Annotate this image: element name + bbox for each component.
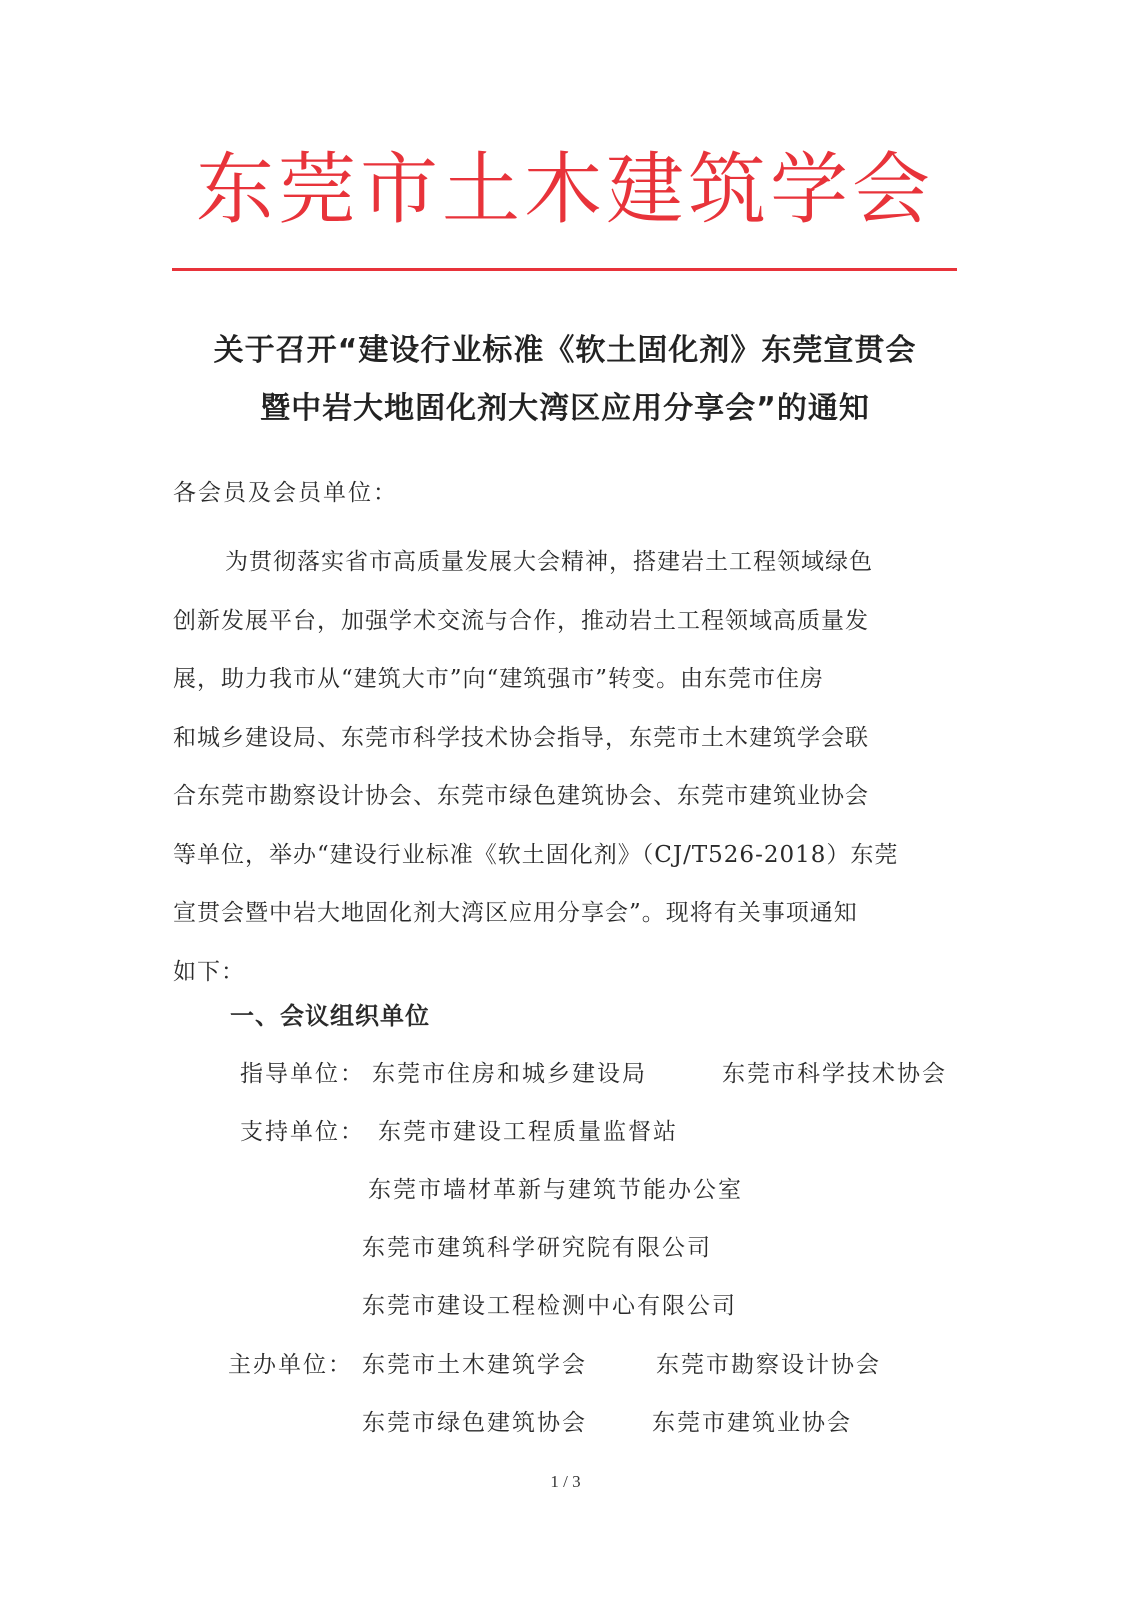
salutation: 各会员及会员单位： bbox=[173, 480, 398, 506]
document-title-line-2: 暨中岩大地固化剂大湾区应用分享会”的通知 bbox=[260, 391, 870, 426]
guidance-label: 指导单位： bbox=[240, 1061, 365, 1087]
body-line: 和城乡建设局、东莞市科学技术协会指导，东莞市土木建筑学会联 bbox=[173, 724, 869, 751]
host-org: 东莞市勘察设计协会 bbox=[656, 1352, 881, 1378]
support-org: 东莞市建设工程检测中心有限公司 bbox=[362, 1293, 737, 1319]
guidance-org: 东莞市科学技术协会 bbox=[722, 1061, 947, 1087]
support-org: 东莞市建筑科学研究院有限公司 bbox=[362, 1235, 712, 1261]
page-number: 1 / 3 bbox=[550, 1472, 581, 1491]
host-org: 东莞市绿色建筑协会 bbox=[362, 1410, 587, 1436]
support-org: 东莞市建设工程质量监督站 bbox=[378, 1119, 678, 1145]
section-heading-organizers: 一、会议组织单位 bbox=[230, 1002, 430, 1030]
body-line: 创新发展平台，加强学术交流与合作，推动岩土工程领域高质量发 bbox=[173, 607, 869, 634]
masthead-red-rule bbox=[172, 268, 957, 271]
masthead-title: 东莞市土木建筑学会 bbox=[195, 145, 934, 235]
document-title bbox=[170, 322, 960, 438]
host-label: 主办单位： bbox=[228, 1352, 353, 1378]
host-org: 东莞市建筑业协会 bbox=[652, 1410, 852, 1436]
body-line: 如下： bbox=[173, 958, 245, 985]
host-org: 东莞市土木建筑学会 bbox=[362, 1352, 587, 1378]
support-label: 支持单位： bbox=[240, 1119, 365, 1145]
support-org: 东莞市墙材革新与建筑节能办公室 bbox=[368, 1177, 743, 1203]
body-line: 为贯彻落实省市高质量发展大会精神，搭建岩土工程领域绿色 bbox=[225, 549, 873, 575]
body-line: 合东莞市勘察设计协会、东莞市绿色建筑协会、东莞市建筑业协会 bbox=[173, 783, 869, 809]
document-title-line-1: 关于召开“建设行业标准《软土固化剂》东莞宣贯会 bbox=[213, 333, 917, 368]
body-line: 展，助力我市从“建筑大市”向“建筑强市”转变。由东莞市住房 bbox=[173, 666, 825, 692]
body-line: 等单位，举办“建设行业标准《软土固化剂》（CJ/T526-2018）东莞 bbox=[173, 841, 899, 868]
body-paragraph bbox=[173, 533, 973, 1001]
body-line: 宣贯会暨中岩大地固化剂大湾区应用分享会”。现将有关事项通知 bbox=[173, 900, 858, 926]
guidance-org: 东莞市住房和城乡建设局 bbox=[372, 1061, 647, 1087]
